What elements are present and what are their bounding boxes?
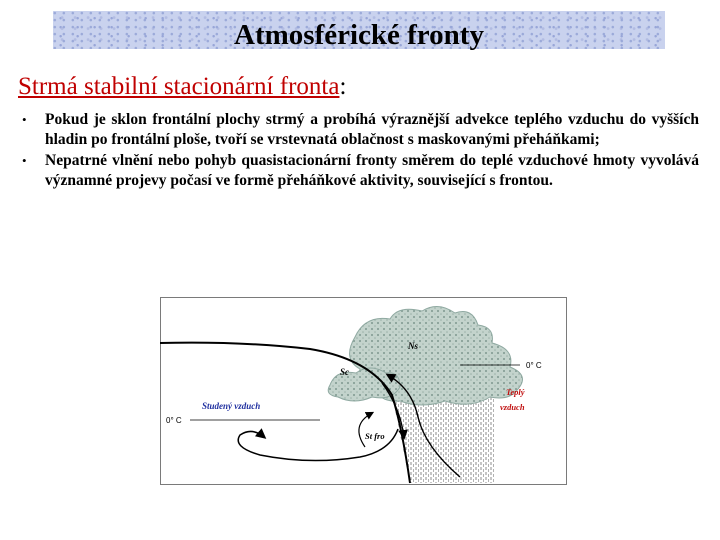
subtitle-colon: : [339,73,347,100]
bullet-list [22,110,699,192]
subtitle-text: Strmá stabilní stacionární fronta [18,73,340,100]
cold-air-label: Studený vzduch [202,401,261,411]
slide-subtitle [18,72,346,102]
ns-label: Ns [408,341,419,351]
front-label: St fro [365,431,385,441]
front-diagram [160,297,567,485]
bullet-text: Nepatrné vlnění nebo pohyb quasistacionární fronty směrem do teplé vzduchové hmoty vyvolává významné projevy počasí ve formě přeháňkové aktivity, související s frontou. [45,152,699,189]
bullet-marker: • [22,112,27,127]
isotherm-right-label: 0° C [526,361,542,370]
bullet-marker: • [22,153,27,168]
bullet-item [22,151,699,191]
front-diagram-svg [160,297,567,485]
sc-label: Sc [340,367,349,377]
warm-air-label-2: vzduch [500,402,525,412]
warm-air-label-1: Teplý [506,387,525,397]
isotherm-left-label: 0° C [166,416,182,425]
page-title: Atmosférické fronty [234,19,484,51]
bullet-item [22,110,699,150]
bullet-text: Pokud je sklon frontální plochy strmý a probíhá výraznější advekce teplého vzduchu do vyšších hladin po frontální ploše, tvoří se vrstevnatá oblačnost s maskovanými přeháňkami; [45,111,699,148]
